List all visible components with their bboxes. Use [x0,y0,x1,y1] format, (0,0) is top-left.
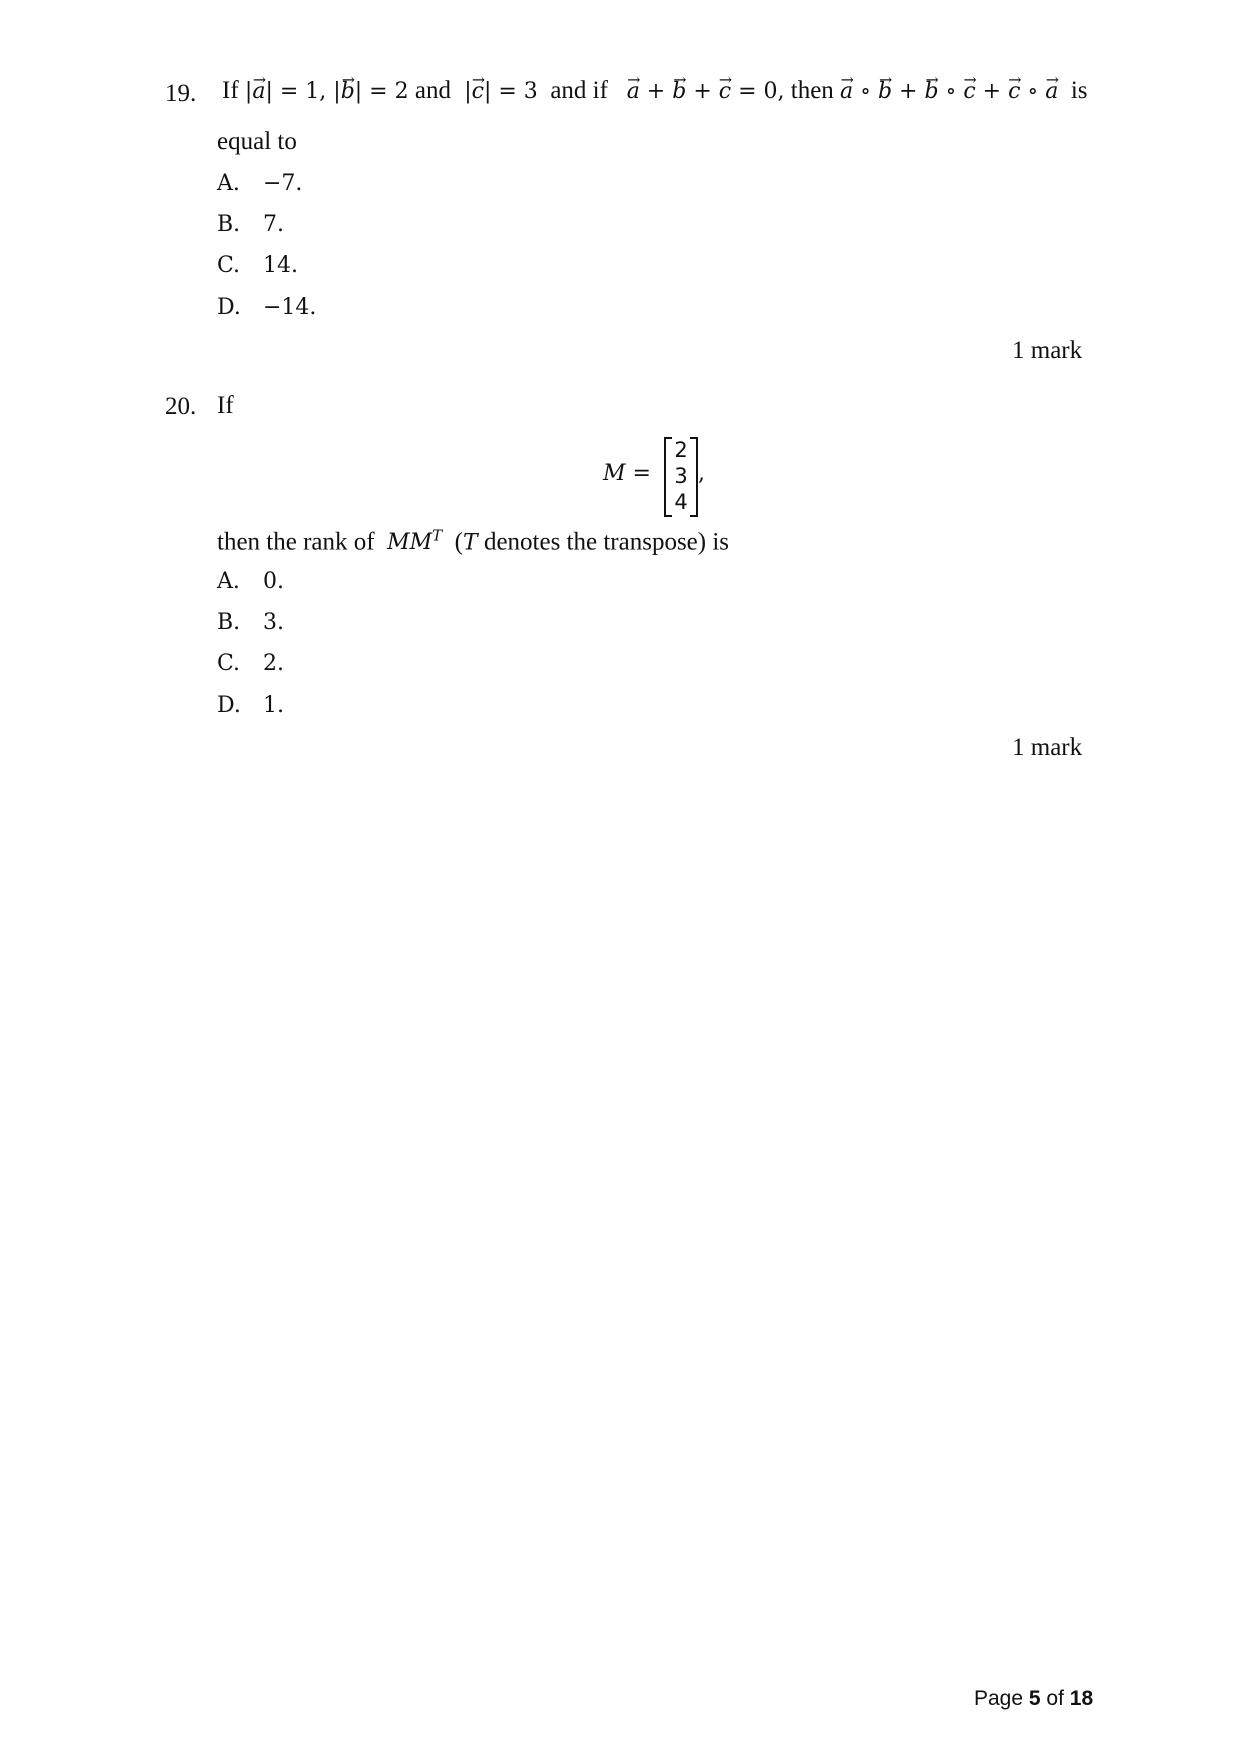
question-20-stem: then the rank of $MM^T$ (T denotes the transpose) is [217,527,730,556]
of-word: of [1046,1687,1064,1710]
q20-marks: 1 mark [1012,734,1083,761]
word-and-if: and if [550,77,608,104]
option-text: −14. [263,295,317,320]
question-19-continuation: equal to [217,128,297,155]
mm-transpose: $MM^T$ [387,527,443,556]
word-if: If [222,77,239,104]
q20-option-c[interactable] [217,651,284,676]
stem-text-b: denotes the transpose) is [483,528,730,556]
q19-option-c[interactable] [217,253,298,278]
stem-text-a: then the rank of [217,528,375,556]
option-text: 1. [263,693,284,718]
question-19-number: 19. [165,80,197,107]
option-text: −7. [263,171,303,196]
matrix-lhs: M = [603,461,651,486]
option-label: D. [217,693,241,718]
matrix-cell-2: 3 [674,464,688,488]
option-label: C. [217,651,241,676]
option-text: 0. [263,569,284,594]
question-20-intro: If [217,392,234,419]
q20-option-b[interactable] [217,610,284,635]
norm-c: |→ c| = 3 [457,79,538,104]
option-label: C. [217,253,241,278]
option-text: 3. [263,610,284,635]
q19-marks: 1 mark [1012,337,1083,364]
page-word: Page [974,1687,1024,1710]
word-then: then [790,77,834,104]
word-is: is [1070,77,1088,104]
matrix-cell-3: 4 [674,490,688,514]
norm-a: |→ a| = 1, |→ b| = 2 [245,79,409,104]
q19-option-a[interactable] [217,171,302,196]
word-and: and [414,77,451,104]
matrix-cell-1: 2 [674,438,688,462]
option-text: 14. [263,253,298,278]
question-19-stem [222,77,1088,105]
page-number [974,1687,1093,1711]
question-20-number: 20. [165,393,197,420]
option-label: A. [217,569,240,594]
t-symbol: T [463,530,478,556]
option-label: B. [217,212,241,237]
vector-sum: → a + → b + → c = 0, [627,79,785,104]
column-matrix [664,437,698,517]
q20-option-d[interactable] [217,693,284,718]
q19-option-b[interactable] [217,212,284,237]
option-text: 2. [263,651,284,676]
page-current: 5 [1028,1687,1041,1710]
option-label: A. [217,171,240,196]
q19-option-d[interactable] [217,295,316,320]
matrix-comma: , [698,461,705,486]
dot-products: → a ∘ → b + → b ∘ → c + → c ∘ → a [840,79,1058,104]
option-label: B. [217,610,241,635]
option-label: D. [217,295,241,320]
option-text: 7. [263,212,284,237]
page-total: 18 [1069,1687,1094,1710]
q20-option-a[interactable] [217,569,284,594]
